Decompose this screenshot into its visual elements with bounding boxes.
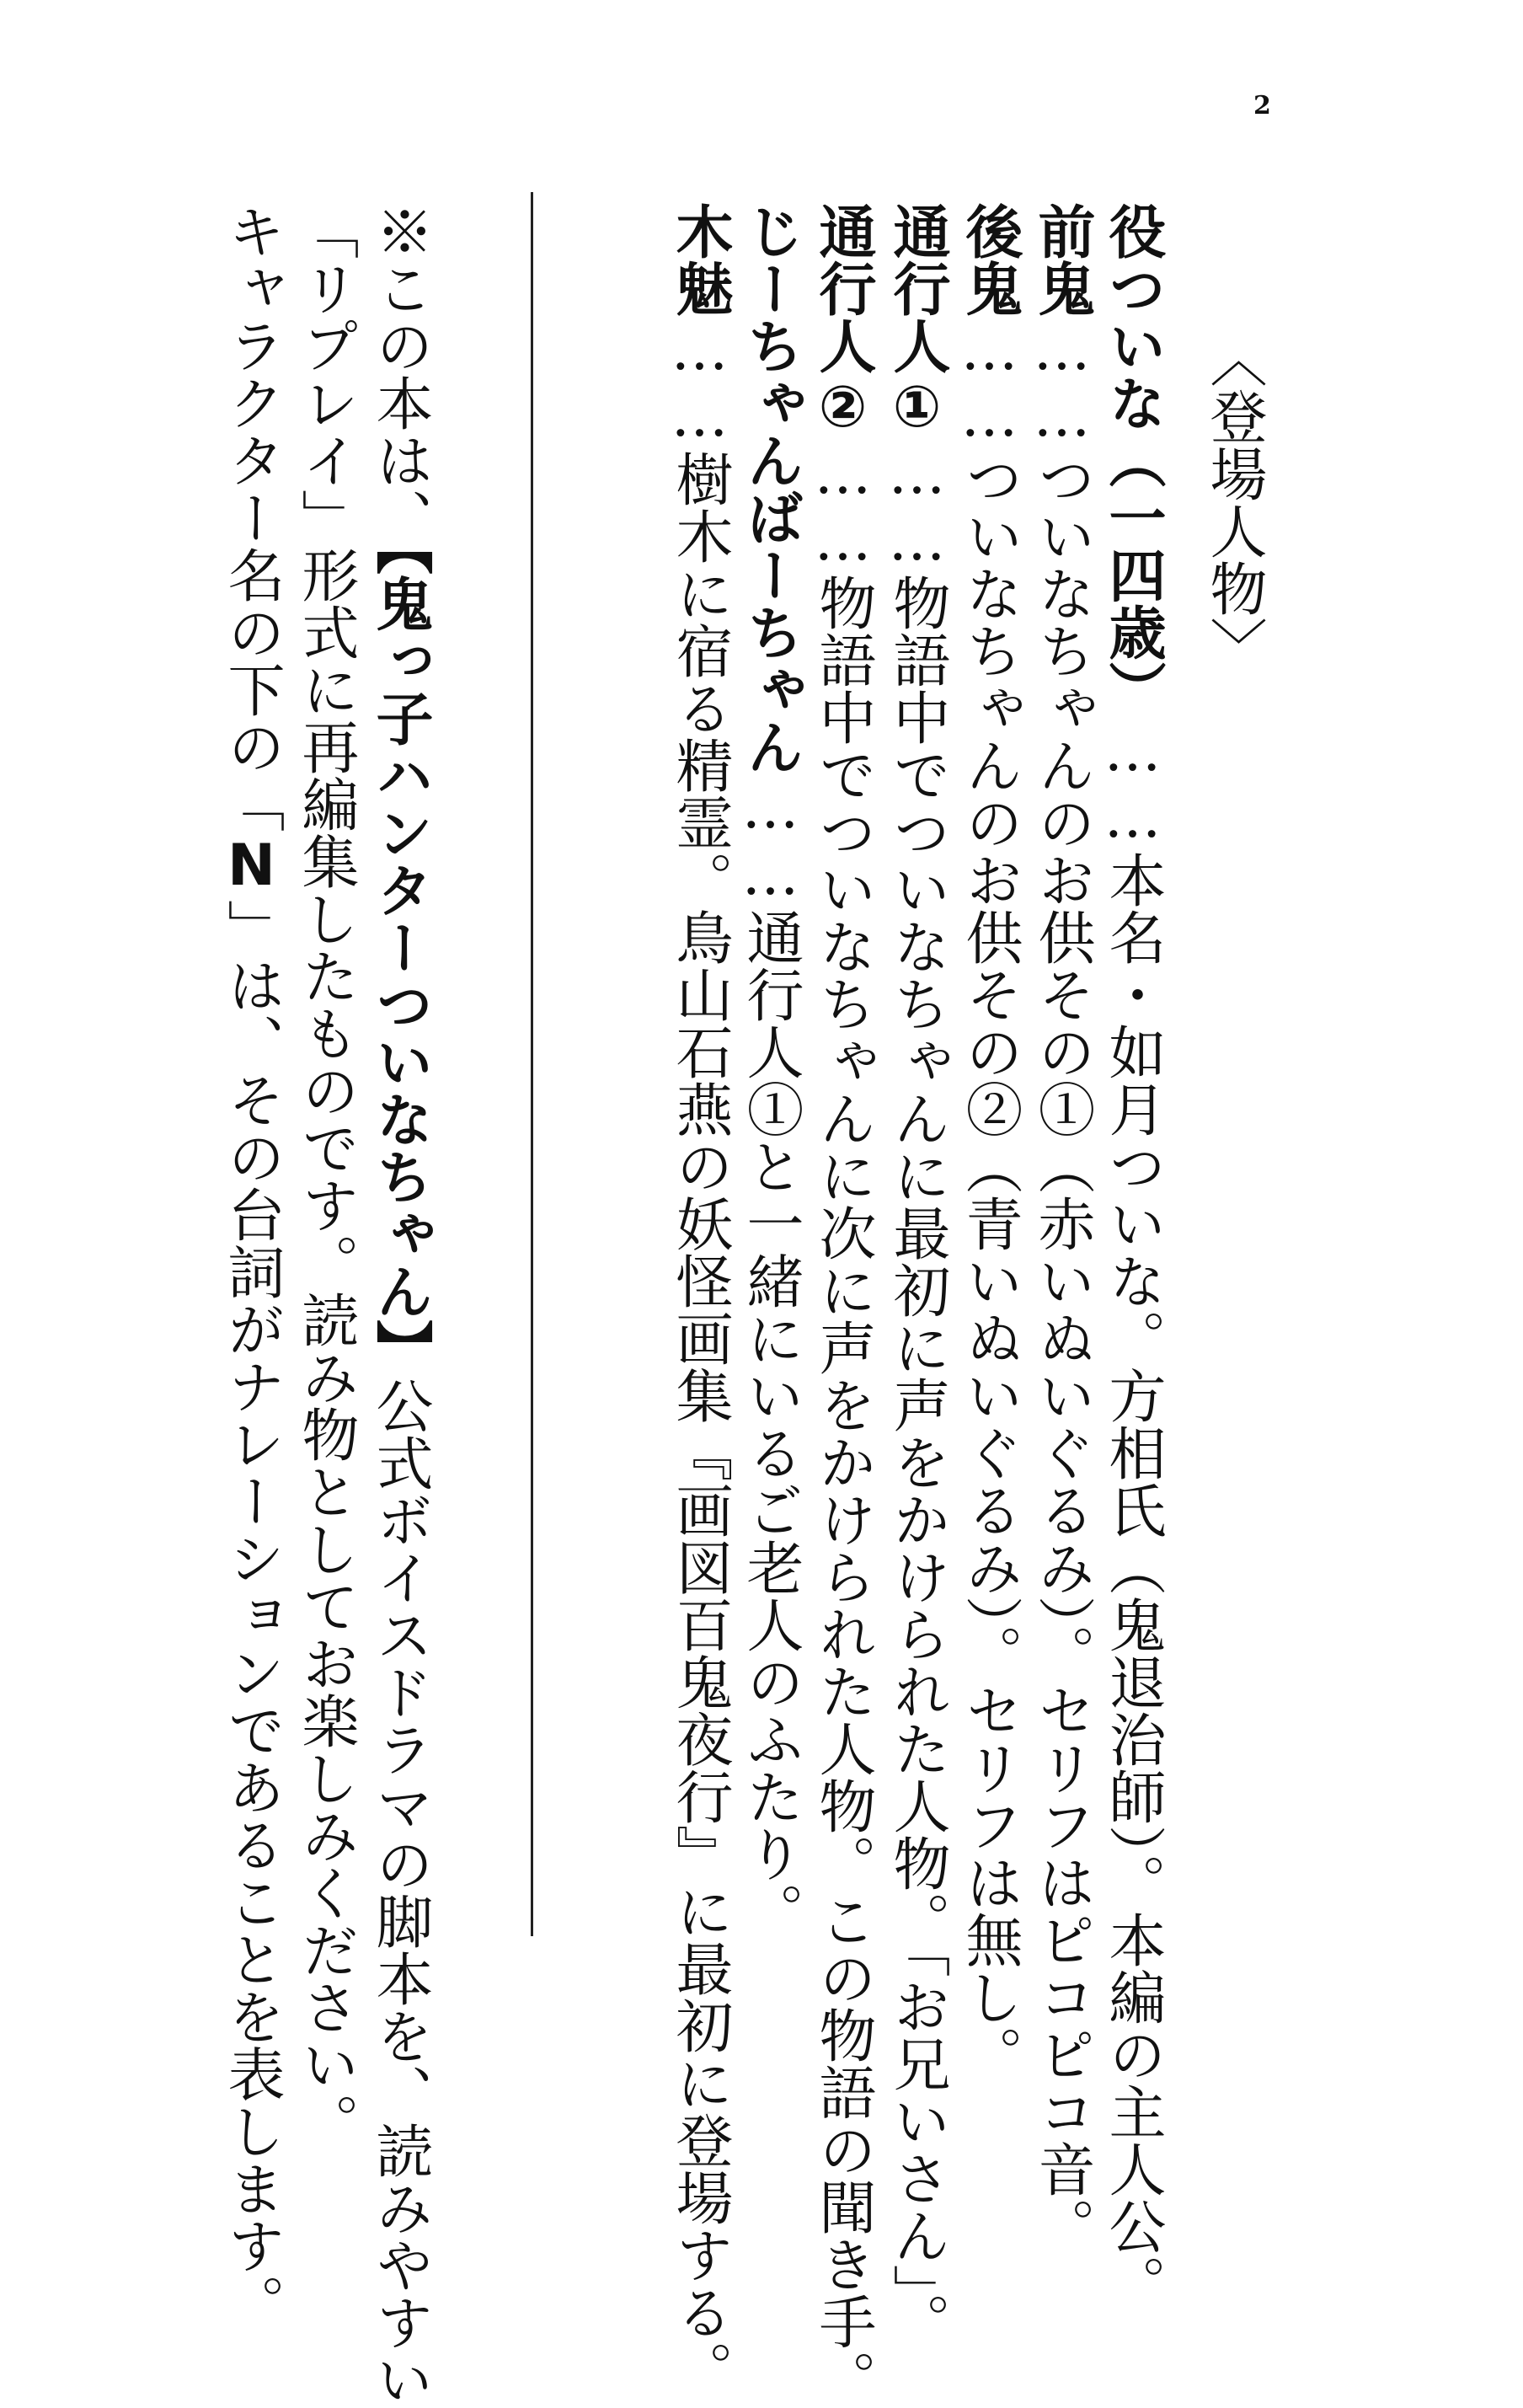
cast-entry <box>956 202 1023 2083</box>
note-text: ※この本は、 <box>366 202 433 546</box>
cast-description: ……物語中でついなちゃんに次に声をかけられた人物。この物語の聞き手。 <box>810 441 876 2407</box>
note-text: キャラクター名の下の「 <box>218 202 285 832</box>
cast-description: ……通行人①と一緒にいるご老人のふたり。 <box>737 775 804 1940</box>
cast-name: 後鬼 <box>956 202 1023 317</box>
page-number: 2 <box>1253 91 1271 120</box>
cast-name: 通行人② <box>810 202 876 441</box>
cast-description: ……ついなちゃんのお供その②（青いぬいぐるみ）。セリフは無し。 <box>956 317 1023 2083</box>
cast-description: ……樹木に宿る精霊。鳥山石燕の妖怪画集『画図百鬼夜行』に最初に登場する。 <box>666 317 733 2398</box>
narration-marker: N <box>218 832 285 899</box>
cast-entry <box>884 202 950 2350</box>
note-line: 「リプレイ」形式に再編集したものです。読み物としてお楽しみください。 <box>292 202 359 2150</box>
section-heading: 〈登場人物〉 <box>1200 330 1267 674</box>
cast-name: 前鬼 <box>1029 202 1095 317</box>
cast-name: 役ついな（一四歳） <box>1099 202 1166 718</box>
column-divider <box>531 192 533 1936</box>
cast-entry <box>1099 202 1166 2312</box>
cast-entry <box>666 202 733 2398</box>
cast-name: 木魅 <box>666 202 733 317</box>
cast-name: じーちゃんばーちゃん <box>737 202 804 775</box>
note-line <box>218 202 285 2331</box>
note-text: 」は、その台詞がナレーションであることを表します。 <box>218 899 285 2331</box>
cast-entry <box>810 202 876 2407</box>
cast-description: ……本名・如月ついな。方相氏（鬼退治師）。本編の主人公。 <box>1099 718 1166 2312</box>
cast-entry <box>1029 202 1095 2255</box>
note-title: 【鬼っ子ハンターついなちゃん】 <box>366 546 433 1377</box>
cast-description: ……物語中でついなちゃんに最初に声をかけられた人物。「お兄いさん」。 <box>884 441 950 2350</box>
cast-entry <box>737 202 804 1940</box>
cast-description: ……ついなちゃんのお供その①（赤いぬいぐるみ）。セリフはピコピコ音。 <box>1029 317 1095 2255</box>
note-text: 公式ボイスドラマの脚本を、読みやすい <box>366 1377 433 2408</box>
cast-name: 通行人① <box>884 202 950 441</box>
note-line <box>366 202 433 2408</box>
